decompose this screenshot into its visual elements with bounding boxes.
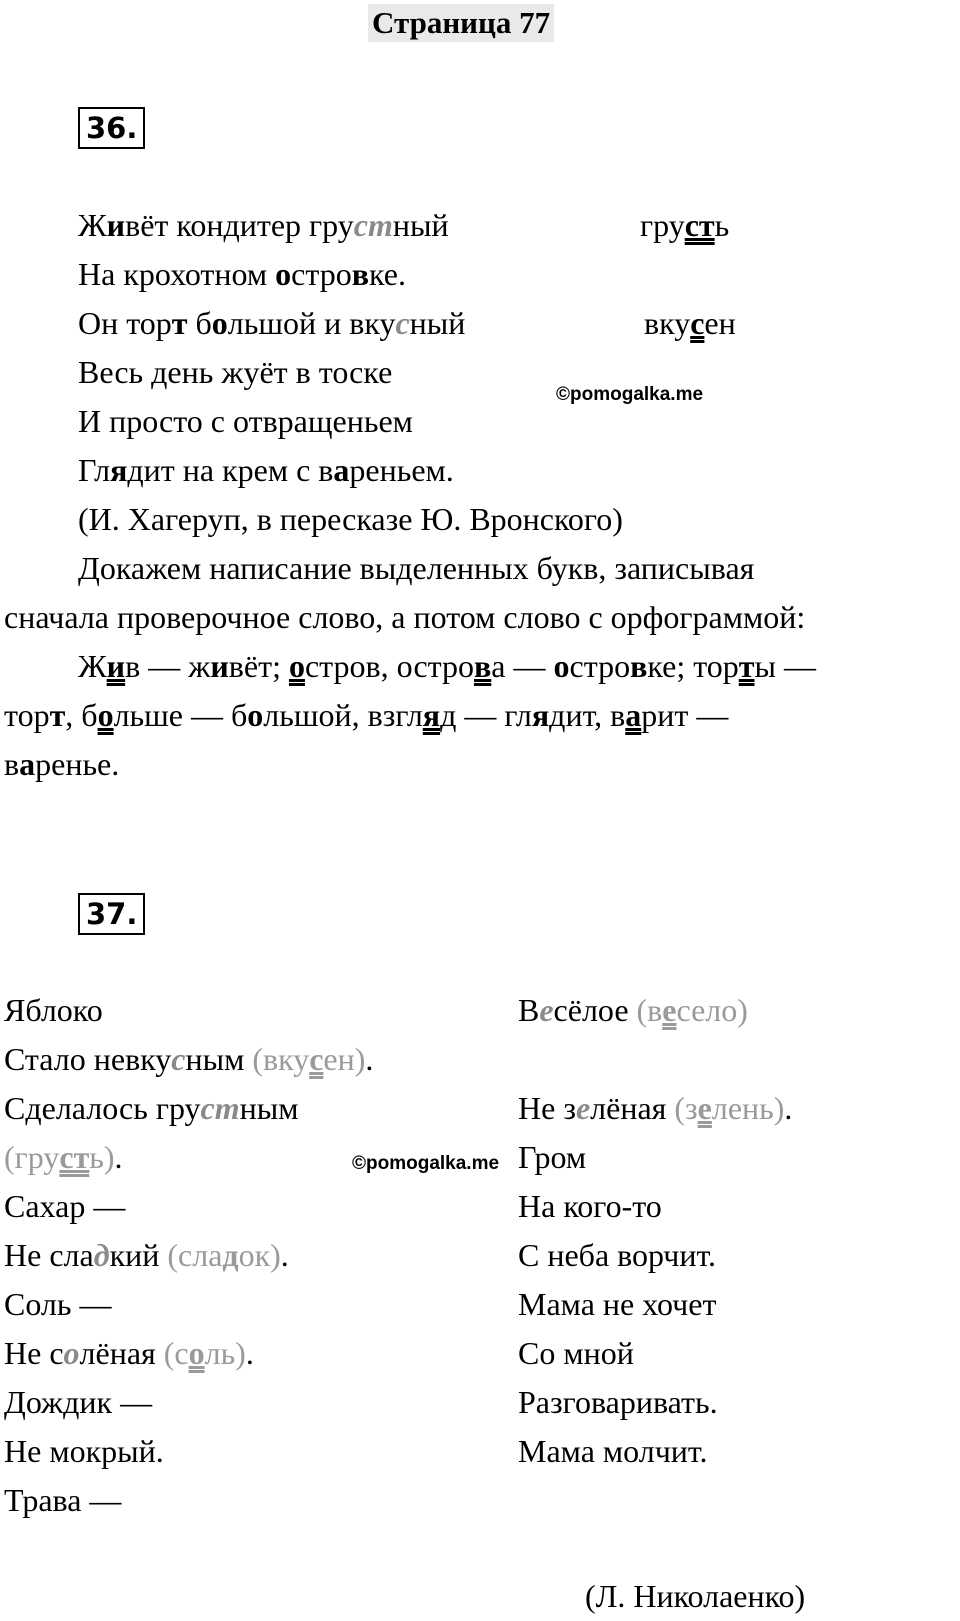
poem-line: Стало невкусным (вкусен). bbox=[4, 1041, 374, 1077]
author-line: (Л. Николаенко) bbox=[585, 1578, 806, 1614]
poem-line: Живёт кондитер грустный bbox=[78, 207, 449, 243]
watermark: ©pomogalka.me bbox=[352, 1153, 500, 1174]
poem-line: И просто с отвращеньем bbox=[78, 403, 413, 439]
poem-line: Соль — bbox=[4, 1286, 112, 1322]
proof-line: Жив — живёт; остров, острова — островке; торты — bbox=[78, 648, 816, 684]
page-title: Страница 77 bbox=[368, 4, 554, 42]
watermark: ©pomogalka.me bbox=[556, 384, 704, 405]
poem-line: Сделалось грустным bbox=[4, 1090, 299, 1126]
poem-line: Сахар — bbox=[4, 1188, 126, 1224]
poem-line: Со мной bbox=[518, 1335, 634, 1371]
poem-line: Разговаривать. bbox=[518, 1384, 718, 1420]
poem-line: Глядит на крем с вареньем. bbox=[78, 452, 454, 488]
proof-line: варенье. bbox=[4, 746, 120, 782]
poem-line: Не зелёная (зелень). bbox=[518, 1090, 793, 1126]
poem-line: Весь день жуёт в тоске bbox=[78, 354, 393, 390]
exercise-36-number: 36. bbox=[78, 107, 145, 149]
poem-line: Гром bbox=[518, 1139, 587, 1175]
check-word: вкусен bbox=[644, 305, 736, 341]
poem-line: Весёлое (весело) bbox=[518, 992, 748, 1028]
task-text: Докажем написание выделенных букв, записывая bbox=[78, 550, 755, 586]
poem-line: На кого-то bbox=[518, 1188, 662, 1224]
poem-line: Мама не хочет bbox=[518, 1286, 717, 1322]
check-word: грусть bbox=[640, 207, 730, 243]
poem-line: Дождик — bbox=[4, 1384, 153, 1420]
poem-line: Трава — bbox=[4, 1482, 122, 1518]
poem-line: Не сладкий (сладок). bbox=[4, 1237, 289, 1273]
poem-line: (грусть). bbox=[4, 1139, 123, 1175]
poem-line: Он торт большой и вкусный bbox=[78, 305, 466, 341]
poem-line: Мама молчит. bbox=[518, 1433, 708, 1469]
poem-line: На крохотном островке. bbox=[78, 256, 406, 292]
author-line: (И. Хагеруп, в пересказе Ю. Вронского) bbox=[78, 501, 623, 537]
task-text: сначала проверочное слово, а потом слово с орфограммой: bbox=[4, 599, 806, 635]
poem-line: Яблоко bbox=[4, 992, 103, 1028]
poem-line: Не мокрый. bbox=[4, 1433, 164, 1469]
exercise-37-number: 37. bbox=[78, 893, 145, 935]
poem-line: С неба ворчит. bbox=[518, 1237, 717, 1273]
proof-line: торт, больше — большой, взгляд — глядит, варит — bbox=[4, 697, 729, 733]
poem-line: Не солёная (соль). bbox=[4, 1335, 254, 1371]
